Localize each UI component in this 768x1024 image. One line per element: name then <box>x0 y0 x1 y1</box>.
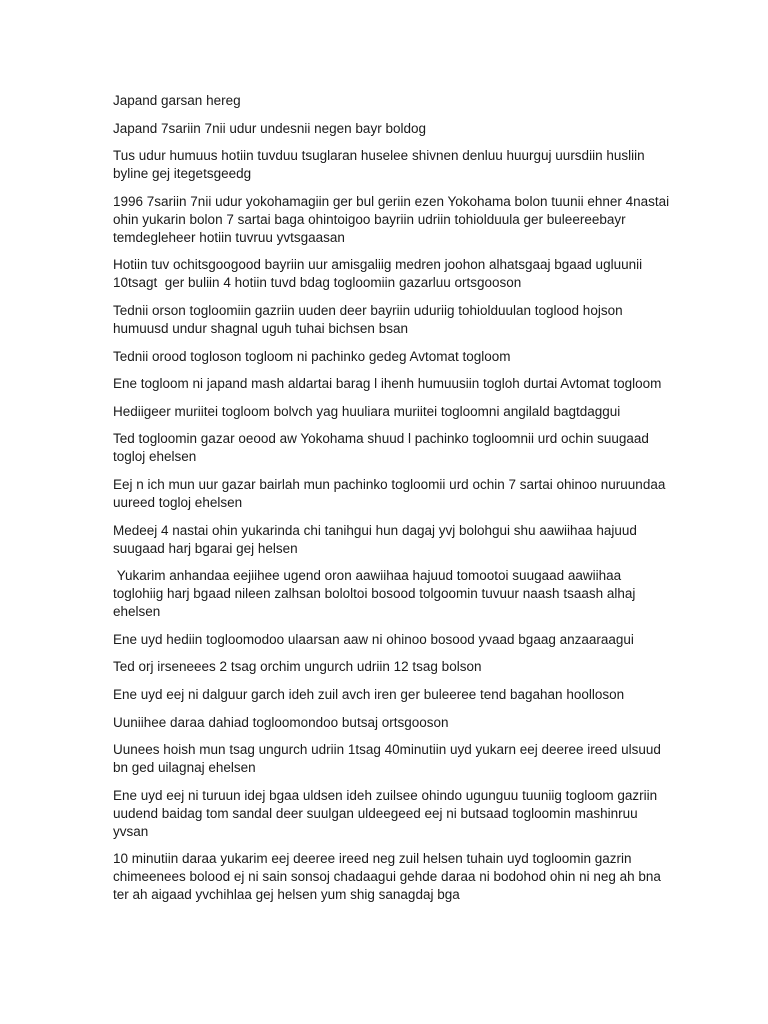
paragraph: Ene uyd hediin togloomodoo ulaarsan aaw ni ohinoo bosood yvaad bgaag anzaaraagui <box>113 631 634 647</box>
paragraph: Hediigeer muriitei togloom bolvch yag huuliara muriitei togloomni angilald bagtdaggui <box>113 403 621 419</box>
paragraph: Tednii orood togloson togloom ni pachinko gedeg Avtomat togloom <box>113 348 511 364</box>
paragraph: Ene uyd eej ni dalguur garch ideh zuil avch iren ger buleeree tend bagahan hoolloson <box>113 686 625 702</box>
paragraph: Uuniihee daraa dahiad togloomondoo butsaj ortsgooson <box>113 714 449 730</box>
paragraph: Hotiin tuv ochitsgoogood bayriin uur amisgaliig medren joohon alhatsgaaj bgaad ugluunii 10tsagt ger buliin 4 hotiin tuvd bdag togloomiin gazarluu ortsgooson <box>113 257 646 291</box>
paragraph: Ene togloom ni japand mash aldartai barag l ihenh humuusiin togloh durtai Avtomat togloom <box>113 376 662 392</box>
paragraph: Uunees hoish mun tsag ungurch udriin 1tsag 40minutiin uyd yukarn eej deeree ireed ulsuud bn ged uilagnaj ehelsen <box>113 742 665 776</box>
paragraph: Ted orj irseneees 2 tsag orchim ungurch udriin 12 tsag bolson <box>113 659 482 675</box>
paragraph-title: Japand garsan hereg <box>113 93 241 108</box>
paragraph: Tednii orson togloomiin gazriin uuden deer bayriin uduriig tohiolduulan toglood hojson humuusd undur shagnal uguh tuhai bichsen bsan <box>113 302 627 336</box>
paragraph: 1996 7sariin 7nii udur yokohamagiin ger bul geriin ezen Yokohama bolon tuunii ehner 4nastai ohin yukarin bolon 7 sartai baga ohintoigoo bayriin udriin tohiolduula ger buleereebayr temdegleheer hotiin tuvruu yvtsgaasan <box>113 193 673 245</box>
paragraph: Ted togloomin gazar oeood aw Yokohama shuud l pachinko togloomnii urd ochin suugaad togloj ehelsen <box>113 431 653 465</box>
paragraph: 10 minutiin daraa yukarim eej deeree ireed neg zuil helsen tuhain uyd togloomin gazrin chimeenees bolood ej ni sain sonsoj chadaagui gehde daraa ni bodohod ohin ni neg ah bna ter ah aigaad yvchihlaa gej helsen yum shig sanagdaj bga <box>113 851 665 903</box>
paragraph: Ene uyd eej ni turuun idej bgaa uldsen ideh zuilsee ohindo ugunguu tuuniig togloom gazriin uudend baidag tom sandal deer suulgan uldeegeed eej ni butsaad togloomin mashinruu yvsan <box>113 787 661 839</box>
paragraph: Tus udur humuus hotiin tuvduu tsuglaran huselee shivnen denluu huurguj uursdiin husliin byline gej itegetsgeedg <box>113 148 649 182</box>
paragraph: Eej n ich mun uur gazar bairlah mun pachinko togloomii urd ochin 7 sartai ohinoo nuruundaa uureed togloj ehelsen <box>113 476 670 510</box>
document-page <box>113 92 673 914</box>
paragraph: Medeej 4 nastai ohin yukarinda chi tanihgui hun dagaj yvj bolohgui shu aawiihaa hajuud suugaad harj bgarai gej helsen <box>113 522 641 556</box>
paragraph: Japand 7sariin 7nii udur undesnii negen bayr boldog <box>113 120 426 136</box>
paragraph: Yukarim anhandaa eejiihee ugend oron aawiihaa hajuud tomootoi suugaad aawiihaa toglohiig harj bgaad nileen zalhsan bololtoi bosood tolgoomin tuvuur naash tsaash alhaj ehelsen <box>113 568 640 620</box>
